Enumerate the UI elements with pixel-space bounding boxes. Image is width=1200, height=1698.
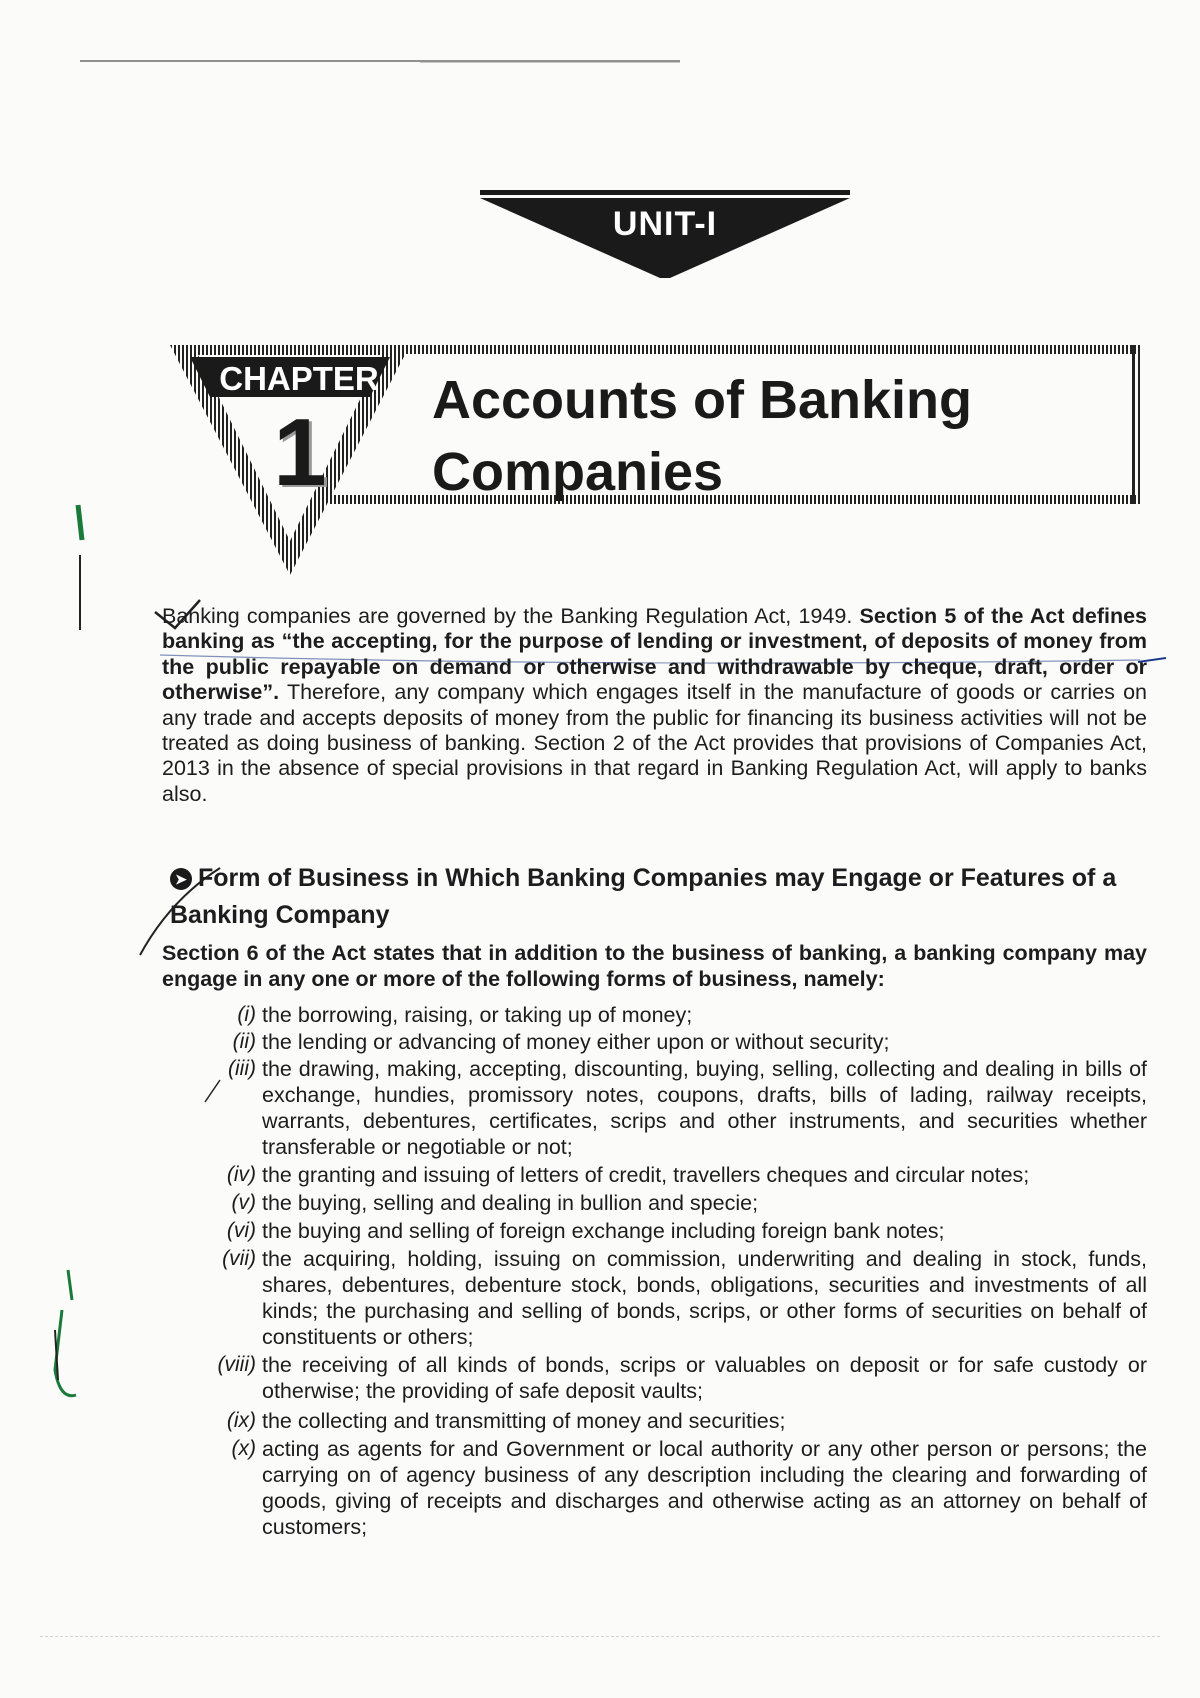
list-item	[231, 1190, 1147, 1216]
list-item-number: (x)	[231, 1437, 256, 1460]
list-item	[226, 1162, 1147, 1188]
list-item	[237, 1002, 1147, 1028]
bullet-icon: ➤	[170, 868, 192, 890]
chapter-title-line: Companies	[432, 442, 724, 502]
section-heading	[170, 860, 1140, 934]
list-item-text: the acquiring, holding, issuing on commission, underwriting and dealing in stock, funds, shares, debentures, debenture stock, bonds, obligations, securities and investments of all kinds; the purchasing and selling of bonds, scrips, or other forms of securities on behalf of constituents or others;	[262, 1247, 1147, 1349]
list-item-text: the buying, selling and dealing in bullion and specie;	[262, 1191, 759, 1215]
list-item-text: the collecting and transmitting of money and securities;	[262, 1409, 786, 1433]
scan-edge-line	[40, 1636, 1160, 1637]
list-item-number: (i)	[237, 1003, 256, 1026]
list-item	[232, 1029, 1147, 1055]
section-lead: Section 6 of the Act states that in addition to the business of banking, a banking company may engage in any one or more of the following forms of business, namely:	[162, 941, 1147, 991]
list-item	[222, 1246, 1147, 1350]
intro-bold-text: Section 5 of the Act defines banking as “the accepting, for the purpose of lending or investment, of deposits of money from the public repayable on demand or otherwise and withdrawable by cheque, draft, order or otherwise”.	[162, 604, 1147, 705]
intro-text: Therefore, any company which engages itself in the manufacture of goods or carries on any trade and accepts deposits of money from the public for financing its business activities will not be treated as doing business of banking. Section 2 of the Act provides that provisions of Companies Act, 2013 in the absence of special provisions in that regard in Banking Regulation Act, will apply to banks also.	[162, 680, 1147, 806]
list-item-number: (vi)	[226, 1219, 256, 1242]
list-item-number: (ix)	[226, 1409, 256, 1432]
list-item-text: the buying and selling of foreign exchange including foreign bank notes;	[262, 1219, 945, 1243]
list-item-number: (v)	[231, 1191, 256, 1214]
list-item-text: acting as agents for and Government or local authority or any other person or persons; the carrying on of agency business of any description including the clearing and forwarding of goods, giving of receipts and discharges and otherwise acting as an attorney on behalf of customers;	[262, 1437, 1147, 1539]
list-item-number: (iii)	[228, 1057, 256, 1080]
chapter-label: CHAPTER	[219, 360, 379, 397]
margin-mark	[78, 505, 82, 540]
list-item	[228, 1056, 1147, 1160]
list-item-text: the drawing, making, accepting, discounting, buying, selling, collecting and dealing in bills of exchange, hundies, promissory notes, coupons, drafts, bills of lading, railway receipts, warrants, debentures, certificates, scrips and other instruments, and securities whether transferable or negotiable or not;	[262, 1057, 1147, 1159]
list-item-number: (iv)	[226, 1163, 256, 1186]
list-item-text: the granting and issuing of letters of credit, travellers cheques and circular notes;	[262, 1163, 1030, 1187]
list-item-number: (ii)	[232, 1030, 256, 1053]
list-item	[226, 1218, 1147, 1244]
pen-stroke	[205, 1080, 220, 1102]
list-item-text: the borrowing, raising, or taking up of money;	[262, 1003, 693, 1027]
list-item	[226, 1408, 1147, 1434]
unit-label: UNIT-I	[612, 205, 718, 243]
chapter-title-line: Accounts of Banking	[432, 370, 973, 430]
chapter-number: 1	[273, 399, 327, 506]
list-item-number: (viii)	[217, 1353, 256, 1376]
section-heading-text: Form of Business in Which Banking Companies may Engage or Features of a Banking Company	[170, 864, 1117, 929]
list-item-number: (vii)	[222, 1247, 256, 1270]
intro-paragraph	[162, 604, 1147, 807]
intro-text: Banking companies are governed by the Banking Regulation Act, 1949.	[162, 604, 860, 628]
list-item-text: the receiving of all kinds of bonds, scrips or valuables on deposit or for safe custody or otherwise; the providing of safe deposit vaults;	[262, 1353, 1147, 1403]
list-item	[231, 1436, 1147, 1540]
list-item	[217, 1352, 1147, 1404]
list-item-text: the lending or advancing of money either upon or without security;	[262, 1030, 890, 1054]
